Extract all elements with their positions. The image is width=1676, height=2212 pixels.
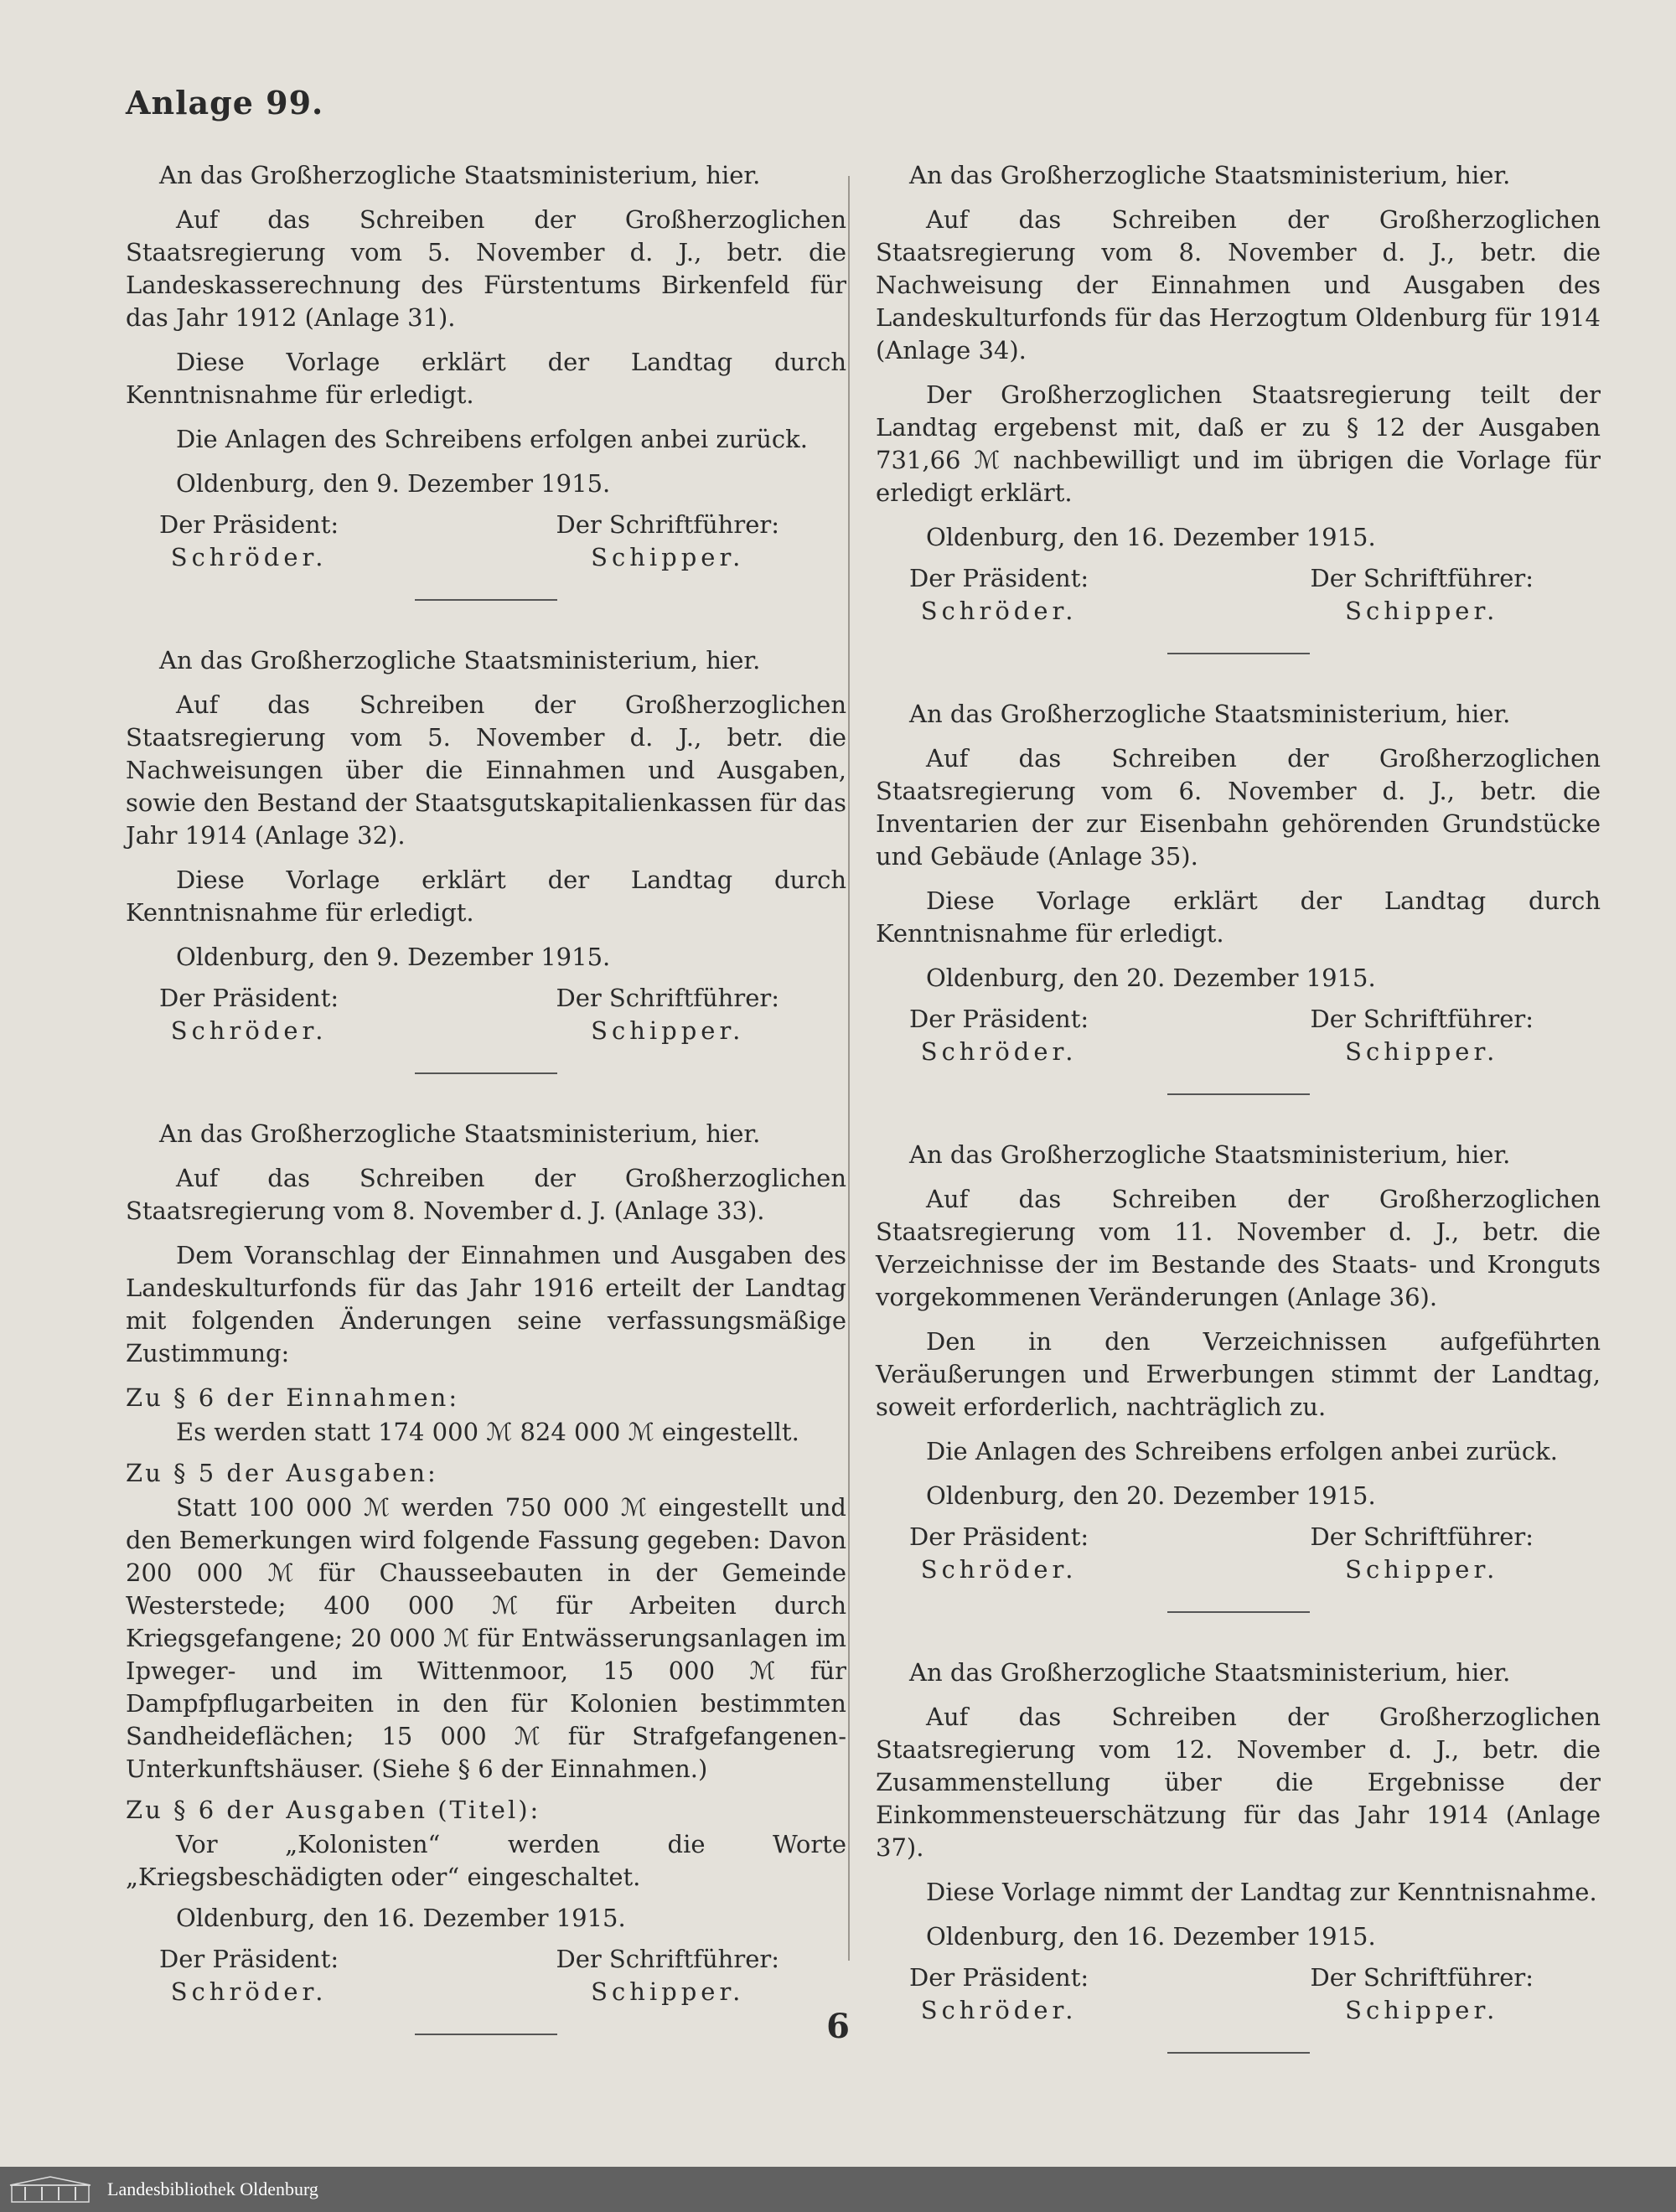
date-line: Oldenburg, den 20. Dezember 1915. [926, 1481, 1376, 1510]
body-paragraph: Dem Voranschlag der Einnahmen und Ausgaben des Landeskulturfonds für das Jahr 1916 erteilt der Landtag mit folgenden Änderungen seine verfassungsmäßige Zustimmung: [126, 1241, 846, 1367]
section-rule [1167, 2052, 1310, 2054]
left-column [126, 159, 846, 2079]
praesident-signature [909, 1003, 1089, 1068]
anlage-heading: Anlage 99. [126, 84, 324, 121]
schriftfuehrer-signature [1310, 1521, 1534, 1586]
schriftfuehrer-name: Schipper. [1345, 597, 1499, 625]
addressee-line: An das Großherzogliche Staatsministerium, hier. [909, 700, 1511, 728]
signature-block [876, 1521, 1601, 1586]
library-footer [0, 2167, 1676, 2212]
section-text: Vor „Kolonisten“ werden die Worte „Kriegsbeschädigten oder“ eingeschaltet. [126, 1830, 846, 1891]
body-paragraph: Den in den Verzeichnissen aufgeführten Veräußerungen und Erwerbungen stimmt der Landtag, soweit erforderlich, nachträglich zu. [876, 1327, 1601, 1421]
section-text: Statt 100 000 ℳ werden 750 000 ℳ eingestellt und den Bemerkungen wird folgende Fassung gegeben: Davon 200 000 ℳ für Chausseebauten in der Gemeinde Westerstede; 400 000 ℳ für Arbeiten durch Kriegsgefangene; 20 000 ℳ für Entwässerungsanlagen im Ipweger- und im Wittenmoor, 15 000 ℳ für Dampfpflugarbeiten in den für Kolonien bestimmten Sandheideflächen; 15 000 ℳ für Strafgefangenen-Unterkunftshäuser. (Siehe § 6 der Einnahmen.) [126, 1493, 846, 1783]
date-line: Oldenburg, den 16. Dezember 1915. [926, 1922, 1376, 1951]
decree-entry [126, 159, 846, 601]
section-rule [415, 599, 557, 601]
schriftfuehrer-label: Der Schriftführer: [556, 510, 779, 539]
date-line: Oldenburg, den 16. Dezember 1915. [176, 1904, 626, 1932]
praesident-label: Der Präsident: [159, 984, 339, 1012]
decree-entry [126, 644, 846, 1074]
body-paragraph: Auf das Schreiben der Großherzoglichen Staatsregierung vom 5. November d. J., betr. die Landeskasserechnung des Fürstentums Birkenfeld für das Jahr 1912 (Anlage 31). [126, 205, 846, 332]
section-title: Zu § 6 der Ausgaben (Titel): [126, 1796, 541, 1824]
addressee-line: An das Großherzogliche Staatsministerium, hier. [909, 1140, 1511, 1169]
praesident-signature [909, 1521, 1089, 1586]
praesident-signature [909, 562, 1089, 628]
praesident-name: Schröder. [920, 1037, 1078, 1066]
body-paragraph: Auf das Schreiben der Großherzoglichen Staatsregierung vom 8. November d. J., betr. die Nachweisung der Einnahmen und Ausgaben des Landeskulturfonds für das Herzogtum Oldenburg für 1914 (Anlage 34). [876, 205, 1601, 364]
praesident-signature [159, 509, 339, 574]
date-line: Oldenburg, den 16. Dezember 1915. [926, 523, 1376, 551]
body-paragraph: Auf das Schreiben der Großherzoglichen Staatsregierung vom 6. November d. J., betr. die Inventarien der zur Eisenbahn gehörenden Grundstücke und Gebäude (Anlage 35). [876, 744, 1601, 871]
body-paragraph: Die Anlagen des Schreibens erfolgen anbei zurück. [176, 425, 808, 453]
schriftfuehrer-label: Der Schriftführer: [1310, 1522, 1534, 1551]
section-rule [415, 1072, 557, 1074]
body-paragraph: Diese Vorlage erklärt der Landtag durch Kenntnisnahme für erledigt. [876, 886, 1601, 948]
decree-entry [876, 1656, 1601, 2054]
praesident-label: Der Präsident: [909, 564, 1089, 592]
body-paragraph: Auf das Schreiben der Großherzoglichen Staatsregierung vom 12. November d. J., betr. die Zusammenstellung über die Ergebnisse der Einkommensteuerschätzung für das Jahr 1914 (Anlage 37). [876, 1703, 1601, 1862]
praesident-signature [159, 1943, 339, 2008]
page-number: 6 [826, 2007, 850, 2046]
schriftfuehrer-name: Schipper. [1345, 1037, 1499, 1066]
decree-entry [126, 1118, 846, 2035]
praesident-signature [159, 982, 339, 1047]
addressee-line: An das Großherzogliche Staatsministerium, hier. [159, 161, 761, 189]
praesident-name: Schröder. [170, 543, 328, 571]
addressee-line: An das Großherzogliche Staatsministerium, hier. [159, 1119, 761, 1148]
signature-block [126, 1943, 846, 2008]
schriftfuehrer-signature [556, 982, 779, 1047]
section-text: Es werden statt 174 000 ℳ 824 000 ℳ eingestellt. [176, 1418, 799, 1446]
schriftfuehrer-signature [1310, 1003, 1534, 1068]
addressee-line: An das Großherzogliche Staatsministerium, hier. [159, 646, 761, 674]
date-line: Oldenburg, den 20. Dezember 1915. [926, 964, 1376, 992]
signature-block [126, 509, 846, 574]
body-paragraph: Auf das Schreiben der Großherzoglichen Staatsregierung vom 5. November d. J., betr. die Nachweisungen über die Einnahmen und Ausgaben, sowie den Bestand der Staatsgutskapitalienkassen für das Jahr 1914 (Anlage 32). [126, 690, 846, 850]
schriftfuehrer-signature [556, 509, 779, 574]
decree-entry [876, 159, 1601, 654]
signature-block [126, 982, 846, 1047]
praesident-label: Der Präsident: [909, 1963, 1089, 1992]
section-rule [1167, 1611, 1310, 1613]
praesident-name: Schröder. [920, 1996, 1078, 2024]
library-building-icon [8, 2175, 92, 2204]
schriftfuehrer-name: Schipper. [591, 1977, 745, 2006]
schriftfuehrer-label: Der Schriftführer: [556, 984, 779, 1012]
addressee-line: An das Großherzogliche Staatsministerium, hier. [909, 1658, 1511, 1687]
body-paragraph: Diese Vorlage erklärt der Landtag durch Kenntnisnahme für erledigt. [126, 348, 846, 409]
praesident-name: Schröder. [170, 1016, 328, 1045]
schriftfuehrer-label: Der Schriftführer: [556, 1945, 779, 1973]
body-paragraph: Diese Vorlage nimmt der Landtag zur Kenntnisnahme. [926, 1878, 1597, 1906]
addressee-line: An das Großherzogliche Staatsministerium, hier. [909, 161, 1511, 189]
section-title: Zu § 5 der Ausgaben: [126, 1459, 438, 1487]
column-divider [848, 176, 850, 1961]
praesident-label: Der Präsident: [159, 510, 339, 539]
praesident-label: Der Präsident: [909, 1005, 1089, 1033]
body-paragraph: Auf das Schreiben der Großherzoglichen Staatsregierung vom 11. November d. J., betr. die Verzeichnisse der im Bestande des Staats- und Kronguts vorgekommenen Veränderungen (Anlage 36). [876, 1185, 1601, 1311]
schriftfuehrer-label: Der Schriftführer: [1310, 1963, 1534, 1992]
schriftfuehrer-label: Der Schriftführer: [1310, 1005, 1534, 1033]
schriftfuehrer-signature [556, 1943, 779, 2008]
date-line: Oldenburg, den 9. Dezember 1915. [176, 943, 611, 971]
schriftfuehrer-name: Schipper. [591, 543, 745, 571]
schriftfuehrer-name: Schipper. [1345, 1555, 1499, 1584]
praesident-label: Der Präsident: [159, 1945, 339, 1973]
schriftfuehrer-signature [1310, 562, 1534, 628]
decree-entry [876, 1139, 1601, 1613]
signature-block [876, 562, 1601, 628]
date-line: Oldenburg, den 9. Dezember 1915. [176, 469, 611, 498]
praesident-label: Der Präsident: [909, 1522, 1089, 1551]
praesident-name: Schröder. [920, 1555, 1078, 1584]
schriftfuehrer-label: Der Schriftführer: [1310, 564, 1534, 592]
section-rule [1167, 653, 1310, 654]
body-paragraph: Die Anlagen des Schreibens erfolgen anbei zurück. [926, 1437, 1558, 1465]
section-rule [1167, 1093, 1310, 1095]
footer-label: Landesbibliothek Oldenburg [107, 2178, 318, 2199]
schriftfuehrer-name: Schipper. [1345, 1996, 1499, 2024]
schriftfuehrer-name: Schipper. [591, 1016, 745, 1045]
body-paragraph: Diese Vorlage erklärt der Landtag durch Kenntnisnahme für erledigt. [126, 866, 846, 927]
praesident-name: Schröder. [170, 1977, 328, 2006]
body-paragraph: Der Großherzoglichen Staatsregierung teilt der Landtag ergebenst mit, daß er zu § 12 der Ausgaben 731,66 ℳ nachbewilligt und im übrigen die Vorlage für erledigt erklärt. [876, 380, 1601, 507]
section-title: Zu § 6 der Einnahmen: [126, 1383, 460, 1412]
praesident-name: Schröder. [920, 597, 1078, 625]
right-column [876, 159, 1601, 2097]
decree-entry [876, 698, 1601, 1095]
signature-block [876, 1003, 1601, 1068]
body-paragraph: Auf das Schreiben der Großherzoglichen Staatsregierung vom 8. November d. J. (Anlage 33). [126, 1164, 846, 1225]
